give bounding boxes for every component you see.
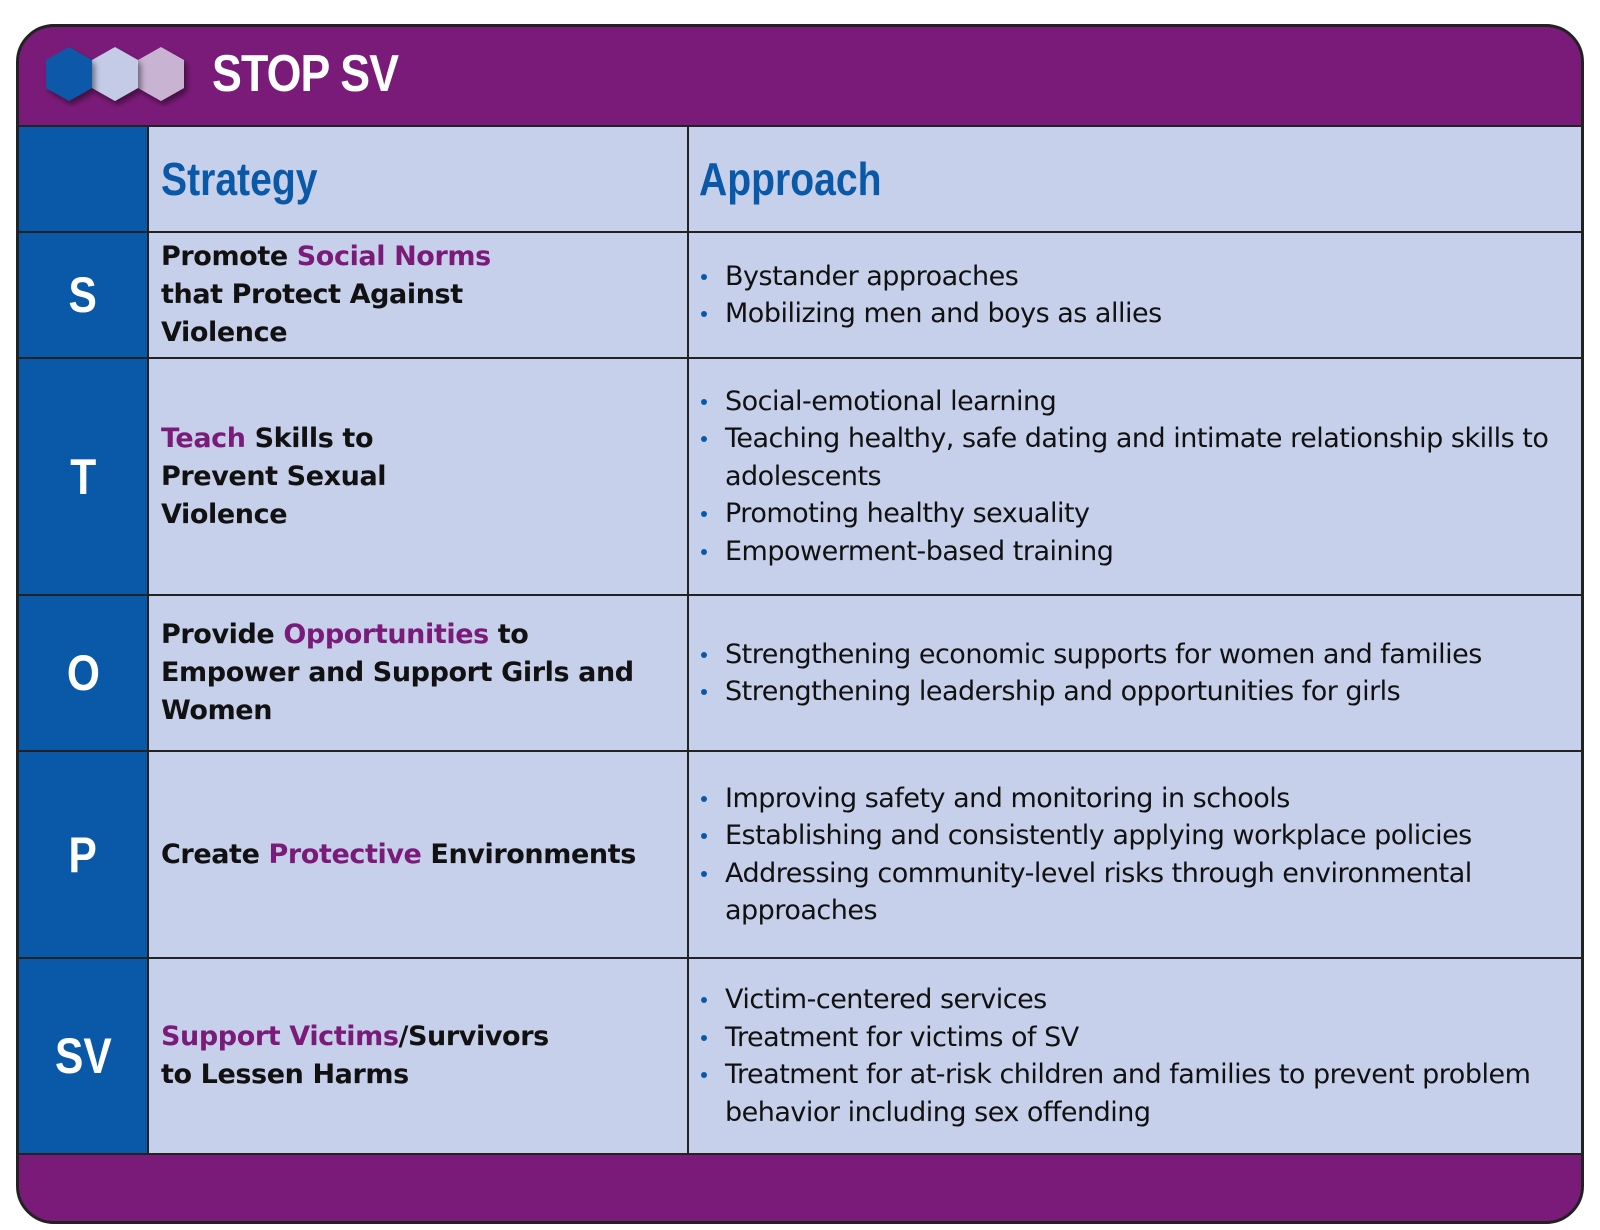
approach-cell (689, 233, 1581, 357)
approach-cell (689, 596, 1581, 750)
table-header-row (19, 127, 1581, 233)
row-letter-cell (19, 752, 149, 957)
strategy-highlight: Support Victims (161, 1021, 399, 1052)
list-item: Establishing and consistently applying workplace policies (699, 817, 1573, 855)
strategy-text-post: Environments (421, 838, 636, 870)
card-header (19, 27, 1581, 127)
strategy-text-post: Skills to Prevent Sexual Violence (161, 422, 387, 530)
hexagon-pink-icon (138, 47, 184, 101)
row-letter-cell (19, 359, 149, 594)
strategy-text-post: to Empower and Support Girls and Women (161, 619, 634, 726)
row-letter: SV (54, 1028, 112, 1084)
header-letter-cell (19, 127, 149, 231)
list-item: Strengthening leadership and opportunities for girls (699, 673, 1482, 711)
strategy-text-pre: Create (161, 838, 269, 870)
strategy-text-post: that Protect Against Violence (161, 279, 463, 348)
table-row (19, 959, 1581, 1153)
approach-cell (689, 752, 1581, 957)
strategy-cell (149, 359, 689, 594)
list-item: Teaching healthy, safe dating and intimate relationship skills to adolescents (699, 420, 1573, 495)
hexagon-light-icon (92, 47, 138, 101)
list-item: Addressing community-level risks through environmental approaches (699, 855, 1573, 930)
row-letter-cell (19, 596, 149, 750)
approach-list (699, 780, 1573, 930)
strategy-cell (149, 752, 689, 957)
strategy-highlight: Protective (268, 838, 422, 870)
strategy-cell (149, 233, 689, 357)
strategy-column-header: Strategy (161, 153, 318, 205)
strategy-text (161, 420, 491, 534)
row-letter: P (68, 826, 98, 883)
strategy-cell (149, 959, 689, 1153)
list-item: Empowerment-based training (699, 533, 1573, 571)
table-row (19, 233, 1581, 359)
row-letter-cell (19, 233, 149, 357)
approach-list (699, 981, 1573, 1131)
approach-list (699, 383, 1573, 571)
strategy-text (161, 1018, 551, 1094)
list-item: Strengthening economic supports for women and families (699, 636, 1482, 674)
approach-cell (689, 359, 1581, 594)
list-item: Social-emotional learning (699, 383, 1573, 421)
header-approach-cell (689, 127, 1581, 231)
strategy-text (161, 616, 671, 730)
row-letter-cell (19, 959, 149, 1153)
three-hexagons-icon (41, 43, 201, 107)
strategy-highlight: Social Norms (296, 241, 491, 272)
row-letter: O (66, 645, 100, 701)
page-title: STOP SV (212, 45, 399, 103)
strategy-table (19, 125, 1581, 1155)
stop-sv-card (16, 24, 1584, 1224)
strategy-cell (149, 596, 689, 750)
strategy-text (161, 836, 676, 874)
approach-column-header: Approach (699, 153, 882, 205)
table-row (19, 359, 1581, 596)
row-letter: T (70, 448, 96, 505)
list-item: Treatment for victims of SV (699, 1019, 1573, 1057)
hexagon-dark-icon (46, 47, 92, 101)
row-letter: S (68, 267, 98, 323)
list-item: Treatment for at-risk children and families to prevent problem behavior including sex offending (699, 1056, 1573, 1131)
approach-list (699, 258, 1162, 333)
list-item: Mobilizing men and boys as allies (699, 295, 1162, 333)
strategy-text-pre: Promote (161, 241, 297, 272)
table-row (19, 596, 1581, 752)
approach-cell (689, 959, 1581, 1153)
list-item: Victim-centered services (699, 981, 1573, 1019)
list-item: Promoting healthy sexuality (699, 495, 1573, 533)
strategy-highlight: Teach (161, 422, 246, 454)
list-item: Bystander approaches (699, 258, 1162, 296)
strategy-text (161, 238, 541, 352)
header-strategy-cell (149, 127, 689, 231)
strategy-text-pre: Provide (161, 619, 284, 650)
approach-list (699, 636, 1482, 711)
strategy-highlight: Opportunities (283, 619, 489, 650)
list-item: Improving safety and monitoring in schools (699, 780, 1573, 818)
strategy-text-post: /Survivors to Lessen Harms (161, 1021, 549, 1090)
table-row (19, 752, 1581, 959)
